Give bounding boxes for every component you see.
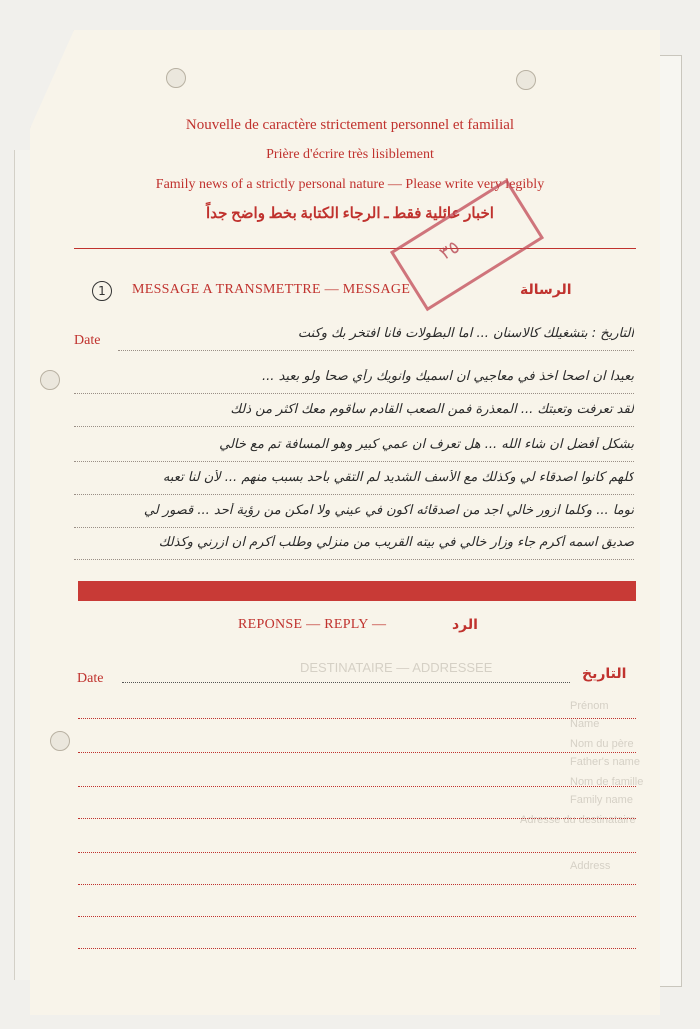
show-through-text: Address: [570, 860, 611, 872]
message-section-title: MESSAGE A TRANSMETTRE — MESSAGE: [132, 282, 411, 297]
message-handwritten-line: كلهم كانوا اصدقاء لي وكذلك مع الأسف الشديد لم التقي بأحد بسبب منهم ... لأن لنا تعبه: [74, 470, 634, 495]
message-handwritten-line: لقد تعرفت وتعبتك ... المعذرة فمن الصعب القادم سأقوم معك اكثر من ذلك: [74, 402, 634, 427]
reply-writing-line[interactable]: [78, 786, 636, 788]
reply-writing-line[interactable]: [78, 916, 636, 918]
header-french-line: Nouvelle de caractère strictement personnel et familial: [185, 117, 515, 133]
message-handwritten-line: بعيدا ان اصحا اخذ في معاجيي ان اسميك وانويك رأي صحا ولو بعيد ...: [74, 369, 634, 394]
punch-hole: [50, 731, 70, 751]
section-separator-bar: [78, 581, 636, 601]
reply-writing-line[interactable]: [78, 718, 636, 720]
header-divider: [74, 248, 636, 249]
reply-writing-line[interactable]: [78, 852, 636, 854]
punch-hole: [166, 68, 186, 88]
reply-writing-line[interactable]: [78, 818, 636, 820]
censor-stamp-text: ٣٥: [435, 236, 464, 265]
reply-writing-line[interactable]: [78, 884, 636, 886]
reply-section-title-arabic: الرد: [452, 617, 478, 633]
message-date-label: Date: [74, 333, 101, 348]
message-handwritten-line: نوما ... وكلما ازور خالي اجد من اصدقائه اكون في عيني ولا امكن من رؤية أحد ... قصور لي: [74, 503, 634, 528]
message-handwritten-line: صديق اسمه أكرم جاء وزار خالي في بيته القريب من منزلي وطلب أكرم ان ازرني وكذلك: [74, 535, 634, 560]
message-handwritten-line: بشكل أفضل ان شاء الله ... هل تعرف ان عمي كبير وهو المسافة تم مع خالي: [74, 437, 634, 462]
show-through-text: Father's name: [570, 756, 640, 768]
punch-hole: [516, 70, 536, 90]
header-french-instruction: Prière d'écrire très lisiblement: [266, 147, 434, 162]
reply-section-title: REPONSE — REPLY —: [238, 617, 387, 632]
show-through-text: Nom du père: [570, 738, 634, 750]
message-section-title-arabic: الرسالة: [520, 282, 572, 298]
show-through-text: Adresse du destinataire: [520, 814, 636, 826]
show-through-text: Nom de famille: [570, 776, 644, 788]
message-number-mark: 1: [92, 281, 112, 301]
reply-writing-line[interactable]: [78, 752, 636, 754]
show-through-text: Family name: [570, 794, 633, 806]
show-through-text: Prénom: [570, 700, 609, 712]
show-through-text: Name: [570, 718, 600, 730]
reply-date-label-arabic: التاريخ: [582, 666, 627, 682]
header-english-line: Family news of a strictly personal nature — Please write very legibly: [155, 177, 545, 192]
message-handwritten-line: التاريخ : بتشغيلك كالاسنان ... اما البطولات فانا افتخر بك وكنت: [118, 326, 634, 351]
reply-writing-line[interactable]: [78, 948, 636, 950]
punch-hole: [40, 370, 60, 390]
header-arabic-line: اخبار عائلية فقط ـ الرجاء الكتابة بخط واضح جداً: [206, 206, 494, 222]
reply-date-label: Date: [77, 671, 104, 686]
show-through-heading: DESTINATAIRE — ADDRESSEE: [300, 660, 493, 675]
reply-date-field[interactable]: [122, 682, 570, 683]
